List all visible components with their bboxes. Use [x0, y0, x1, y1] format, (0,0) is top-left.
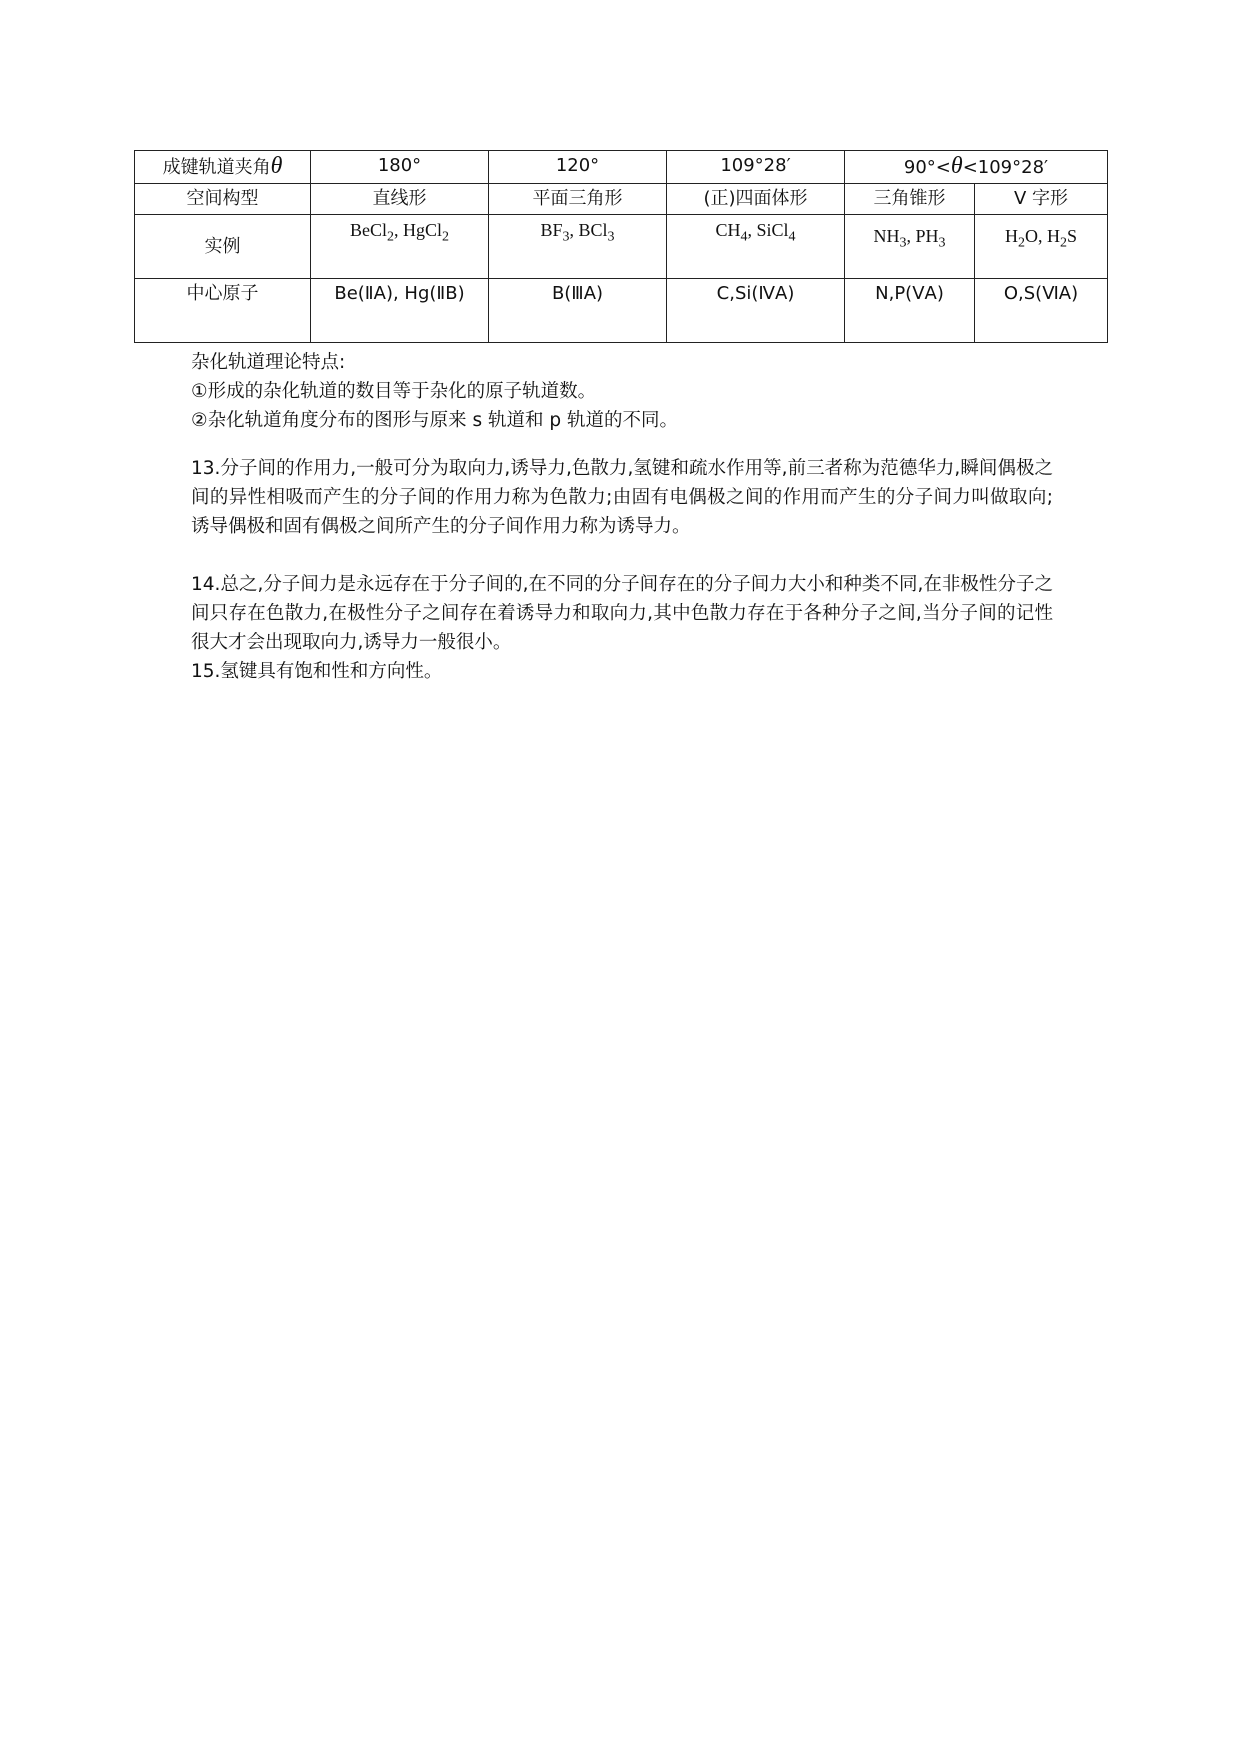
- table-cell: V 字形: [975, 184, 1108, 215]
- table-cell: C,Si(ⅣA): [667, 279, 845, 343]
- table-row: [135, 215, 1108, 279]
- formula-cell: BeCl$_2$, HgCl$_2$: [311, 215, 489, 279]
- table-cell: 直线形: [311, 184, 489, 215]
- table-row: [135, 184, 1108, 215]
- table-row: [135, 151, 1108, 184]
- hybridization-table: [134, 150, 1108, 343]
- formula-cell: $CH_4$, SiCl$_4$: [667, 215, 845, 279]
- table-cell: Be(ⅡA), Hg(ⅡB): [311, 279, 489, 343]
- formula-cell: $H_2O$, $H_2S$: [975, 215, 1108, 279]
- table-cell: 180°: [311, 151, 489, 184]
- table-cell: N,P(ⅤA): [845, 279, 975, 343]
- paragraph-13: 13.分子间的作用力,一般可分为取向力,诱导力,色散力,氢键和疏水作用等,前三者称为范德华力,瞬间偶极之间的异性相吸而产生的分子间的作用力称为色散力;由固有电偶极之间的作用而产生的分子间力叫做取向;诱导偶极和固有偶极之间所产生的分子间作用力称为诱导力。: [191, 458, 1053, 537]
- table-cell: B(ⅢA): [489, 279, 667, 343]
- formula-cell: $BF_3$, BCl$_3$: [489, 215, 667, 279]
- row-header-examples: 实例: [135, 215, 311, 279]
- table-cell: 三角锥形: [845, 184, 975, 215]
- feature-item: ②杂化轨道角度分布的图形与原来 s 轨道和 p 轨道的不同。: [191, 410, 678, 431]
- table-row: [135, 279, 1108, 343]
- row-header-central-atom: 中心原子: [135, 279, 311, 343]
- row-header-shape: 空间构型: [135, 184, 311, 215]
- feature-item: ①形成的杂化轨道的数目等于杂化的原子轨道数。: [191, 381, 597, 402]
- table-cell: 平面三角形: [489, 184, 667, 215]
- table-cell: 109°28′: [667, 151, 845, 184]
- features-section: [191, 348, 1053, 435]
- table-cell: 120°: [489, 151, 667, 184]
- features-title: 杂化轨道理论特点:: [191, 352, 346, 373]
- row-header-angle: 成键轨道夹角θ: [135, 151, 311, 184]
- table-cell: O,S(ⅥA): [975, 279, 1108, 343]
- table-cell: (正)四面体形: [667, 184, 845, 215]
- paragraph-14: 14.总之,分子间力是永远存在于分子间的,在不同的分子间存在的分子间力大小和种类不同,在非极性分子之间只存在色散力,在极性分子之间存在着诱导力和取向力,其中色散力存在于各种分子之间,当分子间的记性很大才会出现取向力,诱导力一般很小。: [191, 574, 1053, 653]
- table-cell: 90°<θ<109°28′: [845, 151, 1108, 184]
- formula-cell: $NH_3$, $PH_3$: [845, 215, 975, 279]
- paragraph-15: 15.氢键具有饱和性和方向性。: [191, 661, 443, 682]
